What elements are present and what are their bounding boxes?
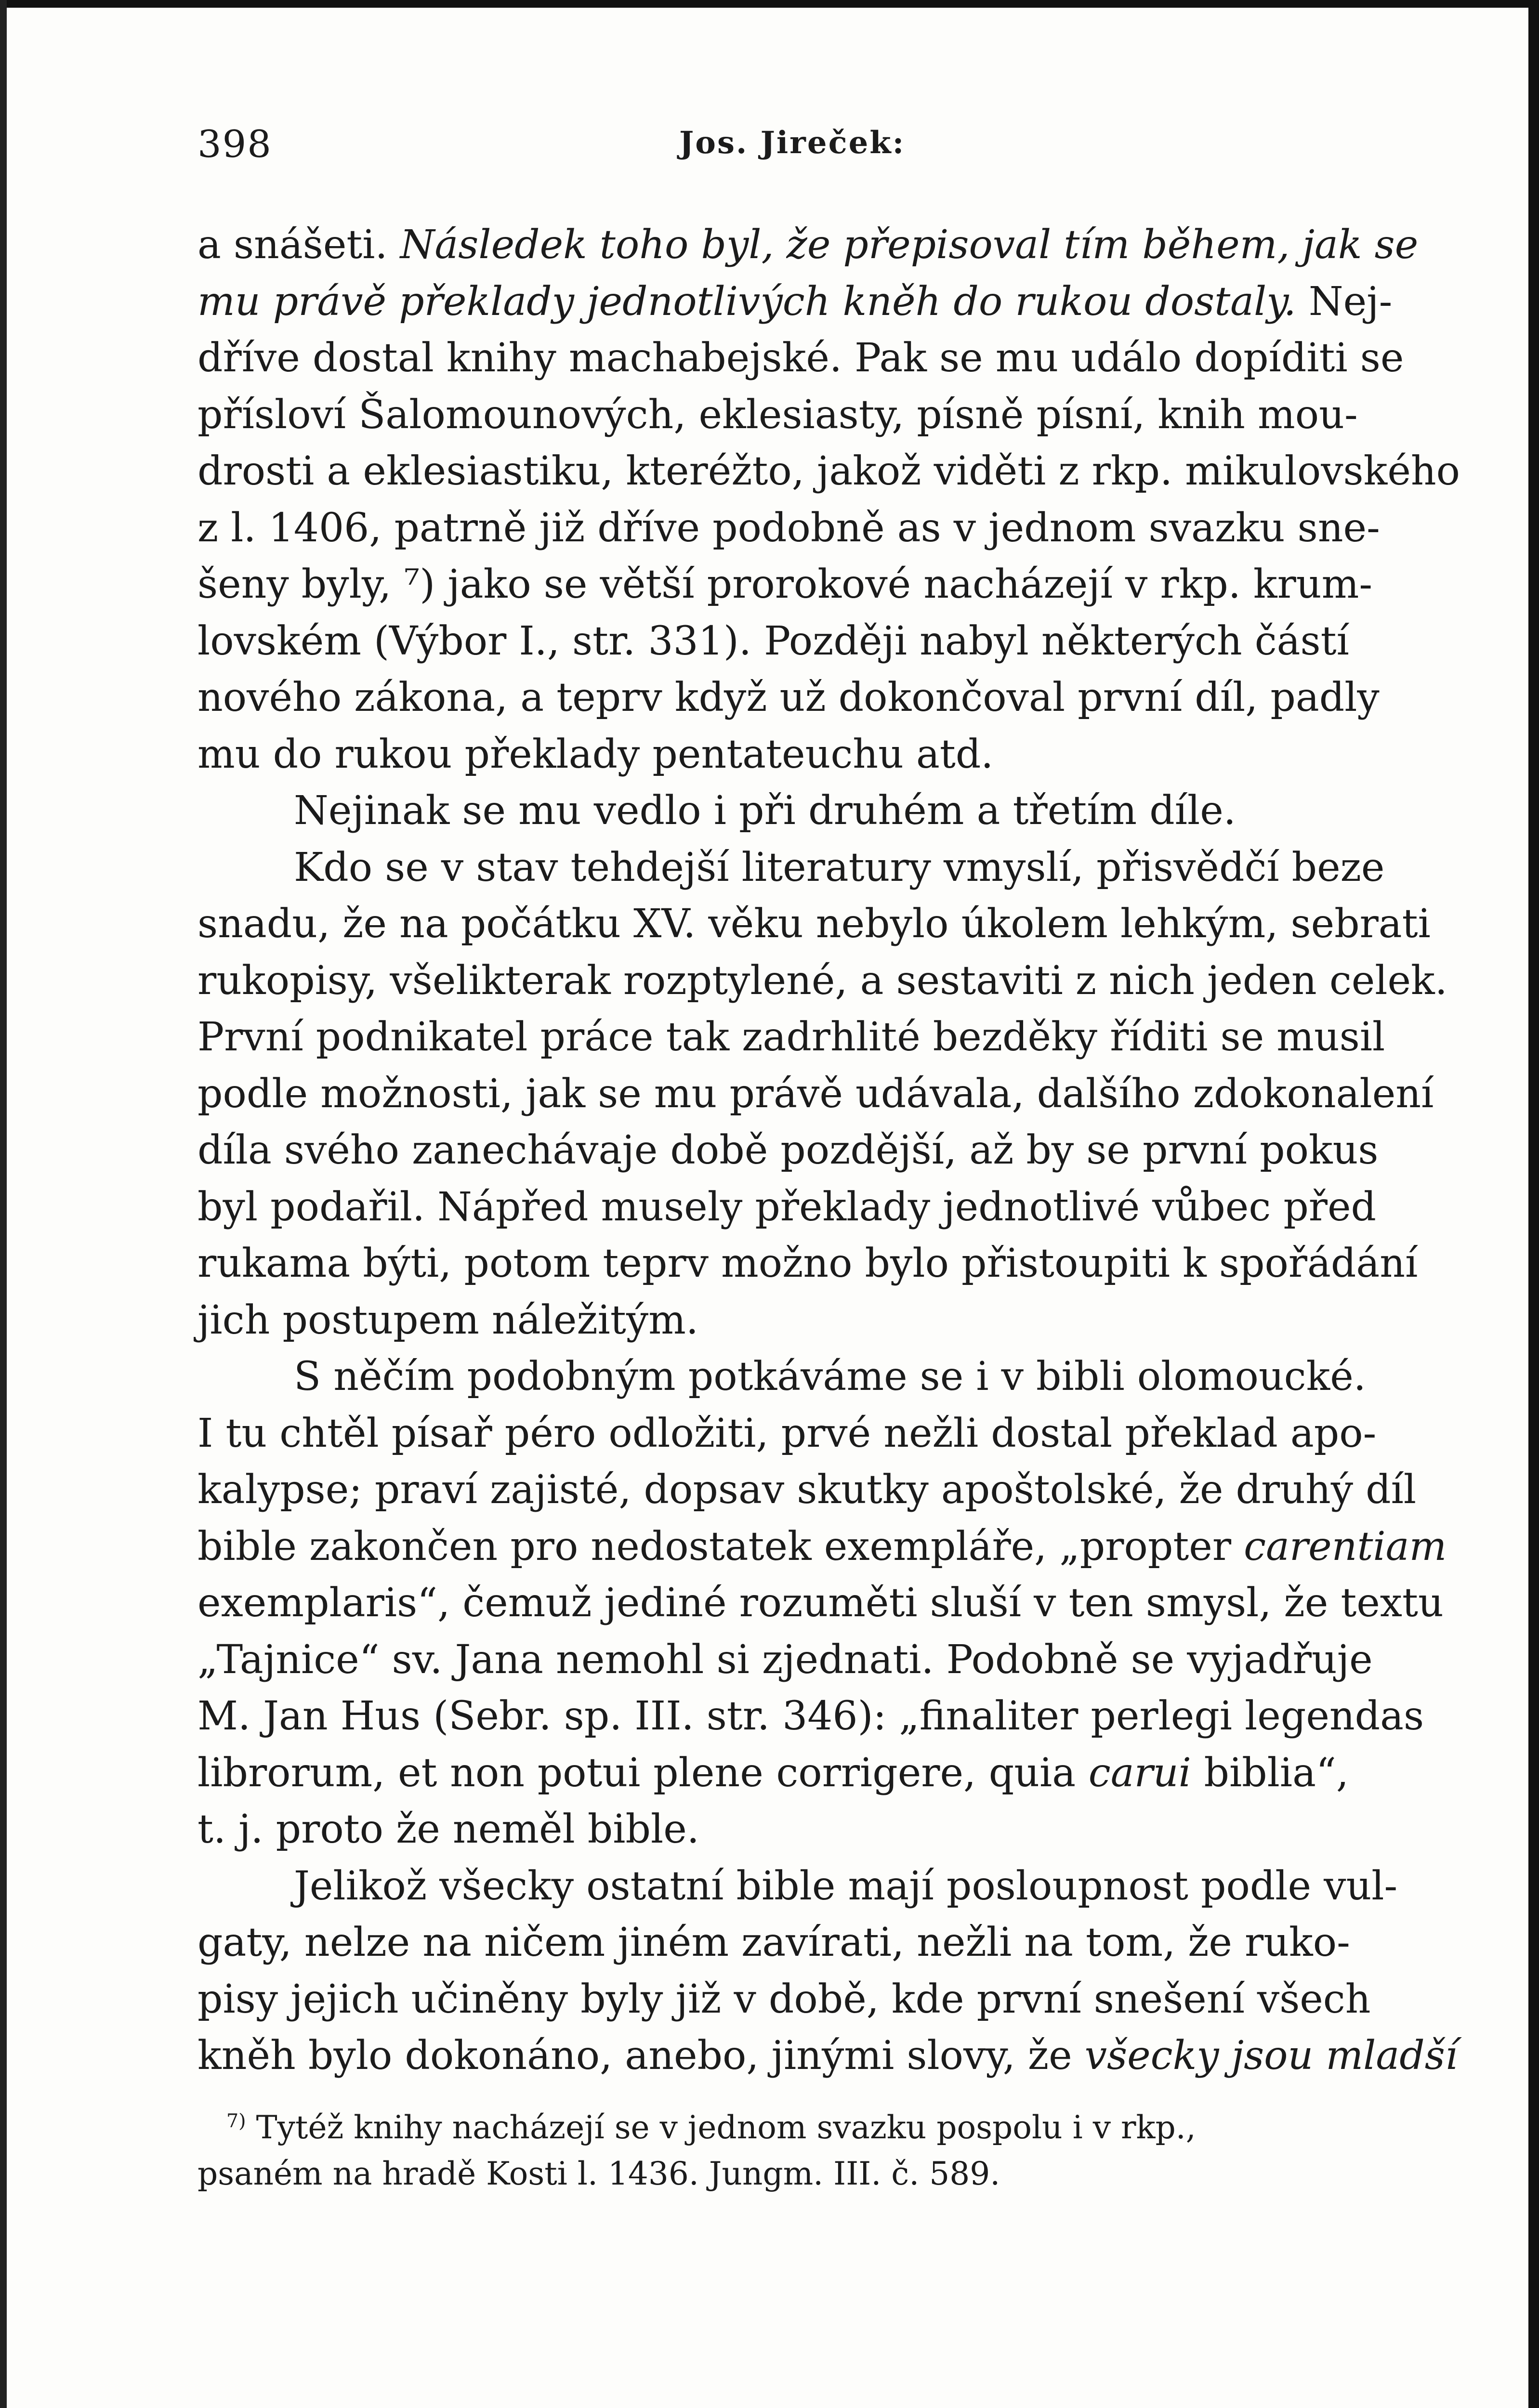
text-line: Jelikož všecky ostatní bible mají posloupnost podle vul- [294,1863,1398,1909]
text-line: dříve dostal knihy machabejské. Pak se mu událo dopíditi se [197,335,1404,381]
text-line: I tu chtěl písař péro odložiti, prvé nežli dostal překlad apo- [197,1410,1377,1456]
text-line: přísloví Šalomounových, eklesiasty, písně písní, knih mou- [197,392,1358,438]
main-text [197,217,1460,2084]
text-line: rukama býti, potom teprv možno bylo přistoupiti k spořádání [197,1241,1418,1286]
text-line: librorum, et non potui plene corrigere, quia carui biblia“, [197,1750,1349,1796]
text-line: bible zakončen pro nedostatek exempláře, „propter carentiam [197,1523,1447,1570]
text-line: exemplaris“, čemuž jediné rozuměti sluší v ten smysl, že textu [197,1580,1444,1626]
text-line: byl podařil. Nápřed musely překlady jednotlivé vůbec před [197,1184,1377,1230]
text-line: nového zákona, a teprv když už dokončoval první díl, padly [197,675,1380,720]
text-line: pisy jejich učiněny byly již v době, kde první snešení všech [197,1976,1371,2022]
text-line: kněh bylo dokonáno, anebo, jinými slovy, že všecky jsou mladší [197,2033,1458,2079]
text-line: lovském (Výbor I., str. 331). Později nabyl některých částí [197,618,1349,664]
footnotes [197,2105,1349,2197]
text-line: První podnikatel práce tak zadrhlité bezděky říditi se musil [197,1014,1385,1060]
text-line: t. j. proto že neměl bible. [197,1806,699,1852]
text-line: mu právě překlady jednotlivých kněh do rukou dostaly. Nej- [197,278,1393,325]
scan-edge-top [0,0,1539,8]
paragraph [197,839,1447,1349]
footnote-line-2: psaném na hradě Kosti l. 1436. Jungm. III. č. 589. [197,2155,1000,2192]
paragraph [197,1858,1458,2084]
footnote-mark: 7) [226,2110,246,2132]
text-line: Kdo se v stav tehdejší literatury vmyslí, přisvědčí beze [294,844,1385,890]
text-line: a snášeti. Následek toho byl, že přepisoval tím během, jak se [197,222,1419,268]
text-line: mu do rukou překlady pentateuchu atd. [197,731,994,777]
text-line: z l. 1406, patrně již dříve podobně as v jednom svazku sne- [197,505,1380,551]
text-line: podle možnosti, jak se mu právě udávala, dalšího zdokonalení [197,1071,1434,1117]
paragraph [197,217,1460,783]
text-line: gaty, nelze na ničem jiném zavírati, nežli na tom, že ruko- [197,1920,1350,1965]
text-line: šeny byly, ⁷) jako se větší prorokové nacházejí v rkp. krum- [197,562,1373,607]
text-line: M. Jan Hus (Sebr. sp. III. str. 346): „finaliter perlegi legendas [197,1693,1424,1739]
text-line: „Tajnice“ sv. Jana nemohl si zjednati. Podobně se vyjadřuje [197,1636,1373,1683]
footnote-line-1: $^{7)}$ Tytéž knihy nacházejí se v jednom svazku pospolu i v rkp., [226,2109,1196,2146]
page-number: 398 [197,123,272,166]
text-line: snadu, že na počátku XV. věku nebylo úkolem lehkým, sebrati [197,901,1431,947]
footnote [197,2105,1349,2197]
running-head: Jos. Jireček: [679,125,906,161]
paragraph [197,1348,1447,1858]
text-line: díla svého zanechávaje době pozdější, až by se první pokus [197,1127,1379,1173]
page-header [197,123,1354,176]
text-line: Nejinak se mu vedlo i při druhém a třetím díle. [294,788,1236,834]
scan-edge-right [1528,0,1539,2408]
text-line: drosti a eklesiastiku, kteréžto, jakož viděti z rkp. mikulovského [197,448,1460,494]
scan-edge-left [0,0,7,2408]
text-line: kalypse; praví zajisté, dopsav skutky apoštolské, že druhý díl [197,1467,1417,1513]
text-line: S něčím podobným potkáváme se i v bibli olomoucké. [294,1354,1366,1400]
text-line: jich postupem náležitým. [197,1297,698,1343]
text-line: rukopisy, všelikterak rozptylené, a sestaviti z nich jeden celek. [197,957,1447,1004]
paragraph [197,783,1349,839]
